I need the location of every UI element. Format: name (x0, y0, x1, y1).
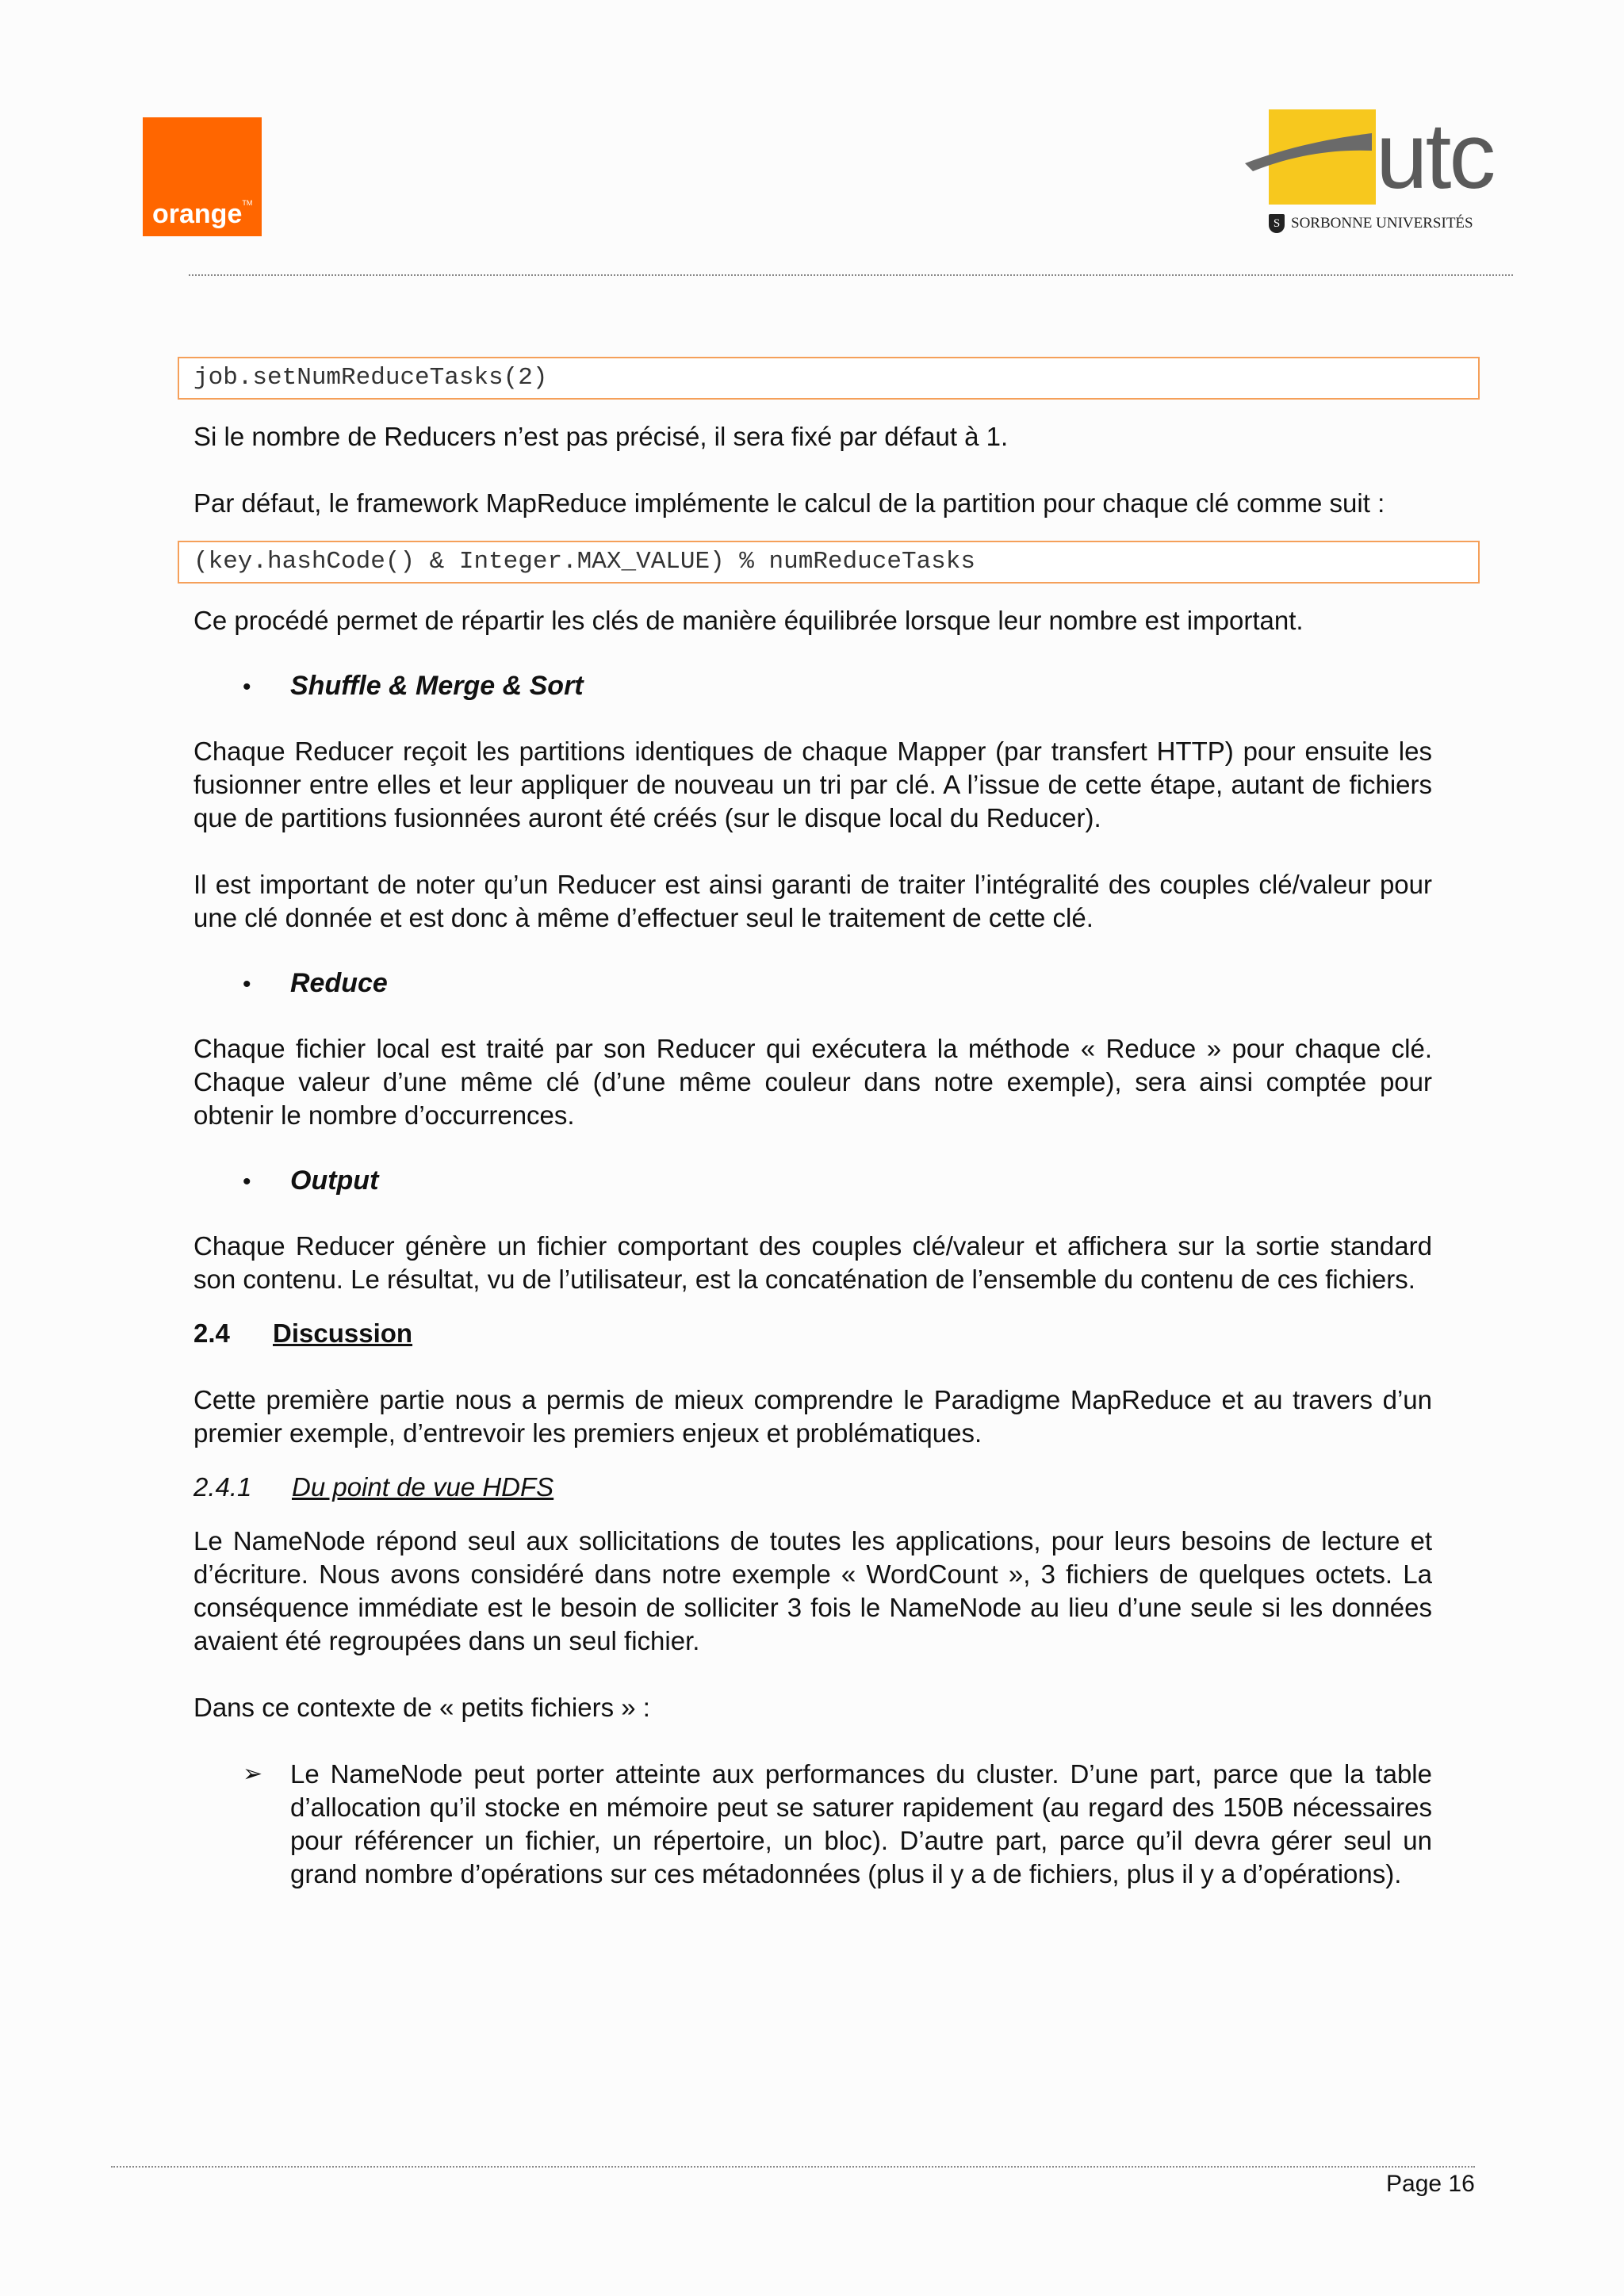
utc-logo (1245, 104, 1515, 244)
paragraph: Le NameNode répond seul aux sollicitations de toutes les applications, pour leurs besoins de lecture et d’écriture. Nous avons considéré dans notre exemple « WordCount », 3 fichiers de quelques octets. La conséquence immédiate est le besoin de solliciter 3 fois le NameNode au lieu d’une seule si les données avaient été regroupées dans un seul fichier. (193, 1526, 1432, 1655)
paragraph: Si le nombre de Reducers n’est pas précisé, il sera fixé par défaut à 1. (193, 422, 1009, 451)
bullet-label: Output (290, 1165, 379, 1196)
footer-divider (111, 2166, 1475, 2168)
paragraph: Cette première partie nous a permis de mieux comprendre le Paradigme MapReduce et au travers d’un premier exemple, d’entrevoir les premiers enjeux et problématiques. (193, 1385, 1432, 1448)
subsection-title: Du point de vue HDFS (292, 1472, 554, 1502)
paragraph: Chaque fichier local est traité par son Reducer qui exécutera la méthode « Reduce » pour chaque clé. Chaque valeur d’une même clé (d’une même couleur dans notre exemple), sera ainsi comptée pour obtenir le nombre d’occurrences. (193, 1034, 1432, 1130)
paragraph: Dans ce contexte de « petits fichiers » : (193, 1693, 650, 1722)
utc-logo-text: utc (1376, 104, 1494, 209)
main-content (193, 357, 1432, 1891)
bullet-icon: • (243, 674, 251, 700)
bullet-item (193, 671, 1432, 702)
subsection-heading (193, 1471, 1432, 1504)
bullet-item (193, 968, 1432, 999)
code-block: (key.hashCode() & Integer.MAX_VALUE) % numReduceTasks (178, 541, 1480, 584)
section-heading (193, 1317, 1432, 1350)
header-divider (189, 274, 1513, 276)
section-title: Discussion (273, 1318, 413, 1348)
orange-logo-text: orange (152, 199, 243, 229)
bullet-label: Shuffle & Merge & Sort (290, 671, 584, 701)
paragraph: Il est important de noter qu’un Reducer est ainsi garanti de traiter l’intégralité des couples clé/valeur pour une clé donnée et est donc à même d’effectuer seul le traitement de cette clé. (193, 870, 1432, 932)
utc-logo-subtitle (1269, 214, 1473, 233)
page-number: Page 16 (1386, 2171, 1475, 2197)
arrow-bullet-icon: ➢ (243, 1761, 263, 1787)
bullet-label: Reduce (290, 968, 388, 998)
bullet-icon: • (243, 1169, 251, 1195)
orange-logo (143, 117, 262, 236)
bullet-item (193, 1165, 1432, 1196)
bullet-icon: • (243, 971, 251, 997)
subsection-number: 2.4.1 (193, 1472, 252, 1502)
paragraph: Ce procédé permet de répartir les clés de manière équilibrée lorsque leur nombre est important. (193, 606, 1304, 635)
orange-logo-tm: TM (242, 199, 253, 207)
arrow-list-text: Le NameNode peut porter atteinte aux performances du cluster. D’une part, parce que la table d’allocation qu’il stocke en mémoire peut se saturer rapidement (au regard des 150B nécessaires pour référencer un fichier, un répertoire, un bloc). D’autre part, parce qu’il devra gérer seul un grand nombre d’opérations sur ces métadonnées (plus il y a de fichiers, plus il y a d’opérations). (290, 1759, 1432, 1888)
section-number: 2.4 (193, 1318, 230, 1348)
sorbonne-badge-icon: S (1269, 214, 1285, 233)
paragraph: Chaque Reducer génère un fichier comportant des couples clé/valeur et affichera sur la sortie standard son contenu. Le résultat, vu de l’utilisateur, est la concaténation de l’ensemble du contenu de ces fichiers. (193, 1231, 1432, 1294)
arrow-list-item (193, 1758, 1432, 1891)
code-block: job.setNumReduceTasks(2) (178, 357, 1480, 400)
utc-logo-subtitle-text: SORBONNE UNIVERSITÉS (1291, 215, 1473, 232)
paragraph: Chaque Reducer reçoit les partitions identiques de chaque Mapper (par transfert HTTP) pour ensuite les fusionner entre elles et leur appliquer de nouveau un tri par clé. A l’issue de cette étape, autant de fichiers que de partitions fusionnées auront été créés (sur le disque local du Reducer). (193, 737, 1432, 832)
paragraph: Par défaut, le framework MapReduce implémente le calcul de la partition pour chaque clé comme suit : (193, 488, 1385, 518)
